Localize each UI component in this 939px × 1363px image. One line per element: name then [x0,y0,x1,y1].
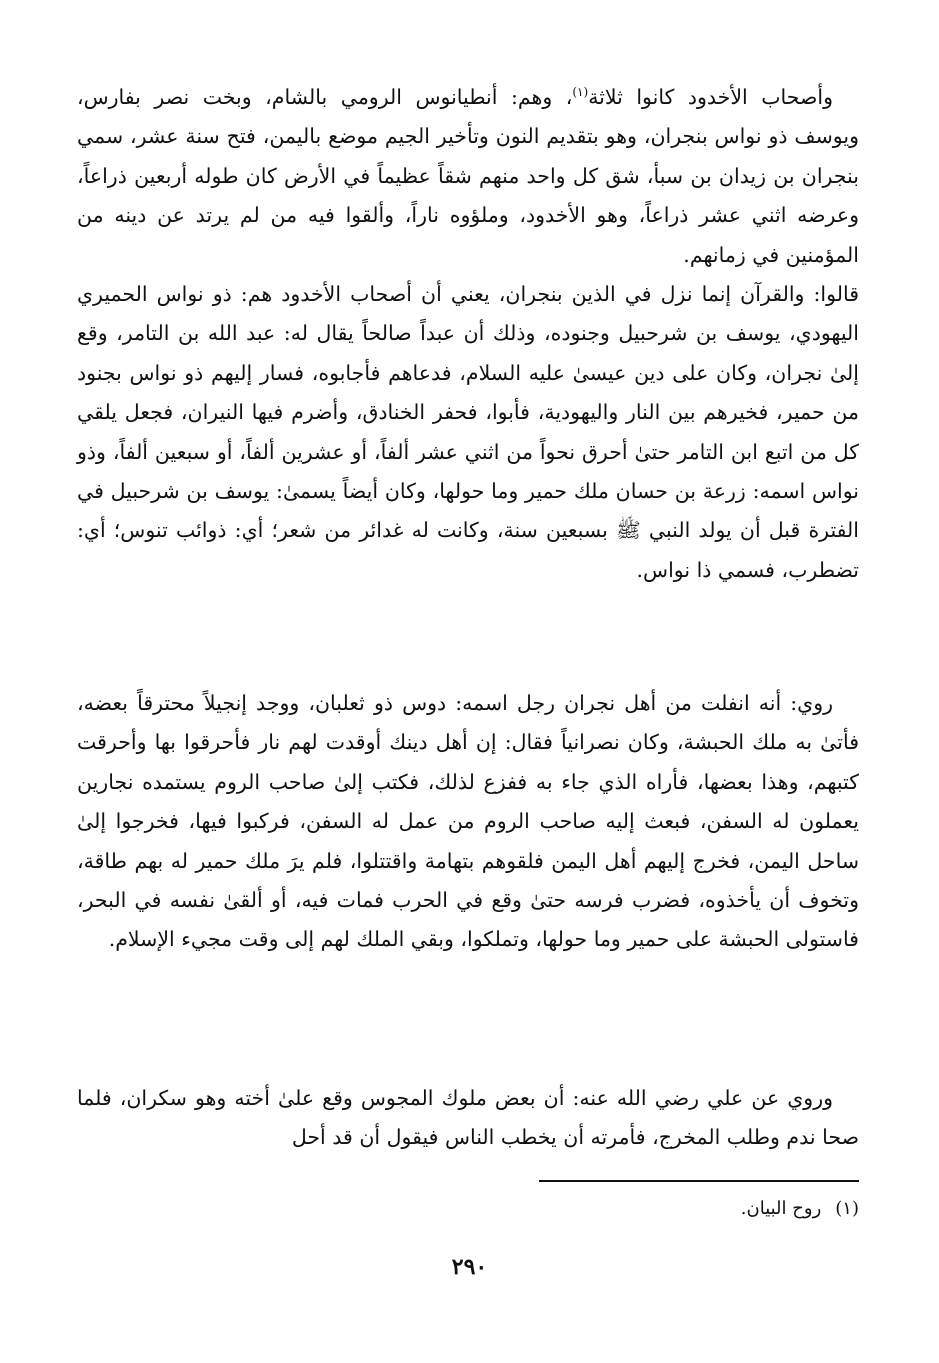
page-number: ٢٩٠ [451,1254,488,1280]
paragraph-dhu-nuwas: قالوا: والقرآن إنما نزل في الذين بنجران، يعني أن أصحاب الأخدود هم: ذو نواس الحميري اليهودي، يوسف بن شرحبيل وجنوده، وذلك أن عبداً صالحاً يقال له: عبد الله بن التامر، وقع إلىٰ نجران، وكان على دين عيسىٰ عليه السلام، فدعاهم فأجابوه، فسار إليهم ذو نواس بجنود من حمير، فخيرهم بين النار واليهودية، فأبوا، فحفر الخنادق، وأضرم فيها النيران، فجعل يلقي كل من اتبع ابن التامر حتىٰ أحرق نحواً من اثني عشر ألفاً، أو عشرين ألفاً، أو سبعين ألفاً، وذو نواس اسمه: زرعة بن حسان ملك حمير وما حولها، وكان أيضاً يسمىٰ: يوسف بن شرحبيل في الفترة قبل أن يولد النبي ﷺ بسبعين سنة، وكانت له غدائر من شعر؛ أي: ذوائب تنوس؛ أي: تضطرب، فسمي ذا نواس. [77,282,859,582]
paragraph-ukhdud-intro [77,78,859,275]
footnote-text: روح البيان. [740,1198,822,1219]
footnote-separator [539,1180,859,1182]
footnote [359,1196,859,1222]
paragraph-1-start: وأصحاب الأخدود كانوا ثلاثة [588,85,833,109]
main-text-bottom [77,1079,859,1158]
paragraph-riwaya-ali: وروي عن علي رضي الله عنه: أن بعض ملوك المجوس وقع علىٰ أخته وهو سكران، فلما صحا ندم وطلب المخرج، فأمرته أن يخطب الناس فيقول أن قد أحل [77,1086,859,1150]
footnote-reference: (١) [572,85,589,100]
paragraph-1-rest: ، وهم: أنطيانوس الرومي بالشام، وبخت نصر بفارس، ويوسف ذو نواس بنجران، وهو بتقديم النون وتأخير الجيم موضع باليمن، فتح سنة عشر، سمي بنجران بن زيدان بن سبأ، شق كل واحد منهم شقاً عظيماً في الأرض كان طوله أربعين ذراعاً، وعرضه اثني عشر ذراعاً، وهو الأخدود، وملؤوه ناراً، وألقوا فيه من لم يرتد عن دينه من المؤمنين في زمانهم. [77,85,859,267]
footnote-number: (١) [835,1198,859,1219]
main-text-middle [77,684,859,960]
paragraph-riwaya-habasha: روي: أنه انفلت من أهل نجران رجل اسمه: دوس ذو ثعلبان، ووجد إنجيلاً محترقاً بعضه، فأتىٰ به ملك الحبشة، وكان نصرانياً فقال: إن أهل دينك أوقدت لهم نار فأحرقوا بها وأحرقت كتبهم، وهذا بعضها، فأراه الذي جاء به ففزع لذلك، فكتب إلىٰ صاحب الروم يستمده نجارين يعملون له السفن، فبعث إليه صاحب الروم من عمل له السفن، فركبوا فيها، فخرجوا إلىٰ ساحل اليمن، فخرج إليهم أهل اليمن فلقوهم بتهامة واقتتلوا، فلم يرَ ملك حمير له بهم طاقة، وتخوف أن يأخذوه، فضرب فرسه حتىٰ وقع في الحرب فمات فيه، أو ألقىٰ نفسه في البحر، فاستولى الحبشة على حمير وما حولها، وتملكوا، وبقي الملك لهم إلى وقت مجيء الإسلام. [77,691,859,952]
main-text-top [77,78,859,590]
